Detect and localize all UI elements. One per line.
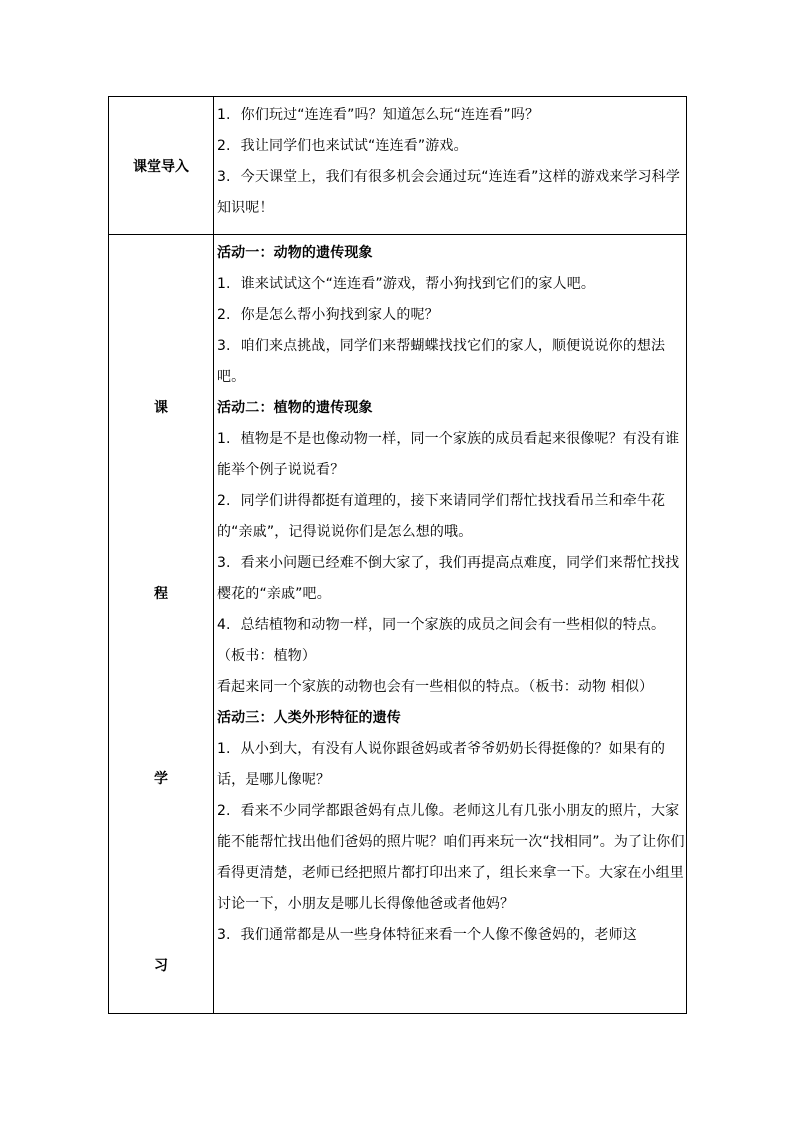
activity-2-note: 看起来同一个家族的动物也会有一些相似的特点。（板书：动物 相似）: [217, 679, 654, 695]
intro-label: 课堂导入: [133, 158, 189, 175]
intro-item: 3. 今天课堂上，我们有很多机会会通过玩“连连看”这样的游戏来学习科学知识呢！: [217, 169, 680, 216]
learning-label-char: 学: [154, 771, 168, 787]
learning-label-cell: [109, 235, 214, 1014]
activity-1-item: 3. 咱们来点挑战，同学们来帮蝴蝶找找它们的家人，顺便说说你的想法吧。: [217, 338, 666, 385]
activity-3-item: 1. 从小到大，有没有人说你跟爸妈或者爷爷奶奶长得挺像的？如果有的话，是哪儿像呢？: [217, 741, 666, 788]
activity-2-item: 1. 植物是不是也像动物一样，同一个家族的成员看起来很像呢？有没有谁能举个例子说说看？: [217, 431, 680, 478]
activity-3-item: 3. 我们通常都是从一些身体特征来看一个人像不像爸妈的，老师这: [217, 927, 637, 943]
activity-1-item: 2. 你是怎么帮小狗找到家人的呢？: [217, 307, 439, 323]
intro-content-cell: [214, 97, 687, 235]
activity-1-item: 1. 谁来试试这个“连连看”游戏，帮小狗找到它们的家人吧。: [217, 276, 596, 292]
lesson-plan-table: [108, 96, 687, 1014]
activity-2-title: 活动二：植物的遗传现象: [217, 400, 373, 416]
intro-item: 1. 你们玩过“连连看”吗？知道怎么玩“连连看”吗？: [217, 107, 540, 123]
learning-content-cell: [214, 235, 687, 1014]
activity-2-item: 3. 看来小问题已经难不倒大家了，我们再提高点难度，同学们来帮忙找找樱花的“亲戚”吧。: [217, 555, 680, 602]
activity-3-title: 活动三：人类外形特征的遗传: [217, 710, 401, 726]
activity-2-item: 4. 总结植物和动物一样，同一个家族的成员之间会有一些相似的特点。（板书：植物）: [217, 617, 666, 664]
activity-3-item: 2. 看来不少同学都跟爸妈有点儿像。老师这儿有几张小朋友的照片，大家能不能帮忙找出他们爸妈的照片呢？咱们再来玩一次“找相同”。为了让你们看得更清楚，老师已经把照片都打印出来了，组长来拿一下。大家在小组里讨论一下，小朋友是哪儿长得像他爸或者他妈？: [217, 803, 685, 912]
activity-2-item: 2. 同学们讲得都挺有道理的，接下来请同学们帮忙找找看吊兰和牵牛花的“亲戚”，记得说说你们是怎么想的哦。: [217, 493, 666, 540]
learning-row: [109, 235, 687, 1014]
learning-label-char: 程: [154, 586, 168, 602]
learning-label-char: 课: [154, 400, 168, 416]
intro-item: 2. 我让同学们也来试试“连连看”游戏。: [217, 138, 468, 154]
learning-label-char: 习: [154, 958, 168, 974]
activity-1-title: 活动一：动物的遗传现象: [217, 245, 373, 261]
intro-label-cell: [109, 97, 214, 235]
intro-row: [109, 97, 687, 235]
